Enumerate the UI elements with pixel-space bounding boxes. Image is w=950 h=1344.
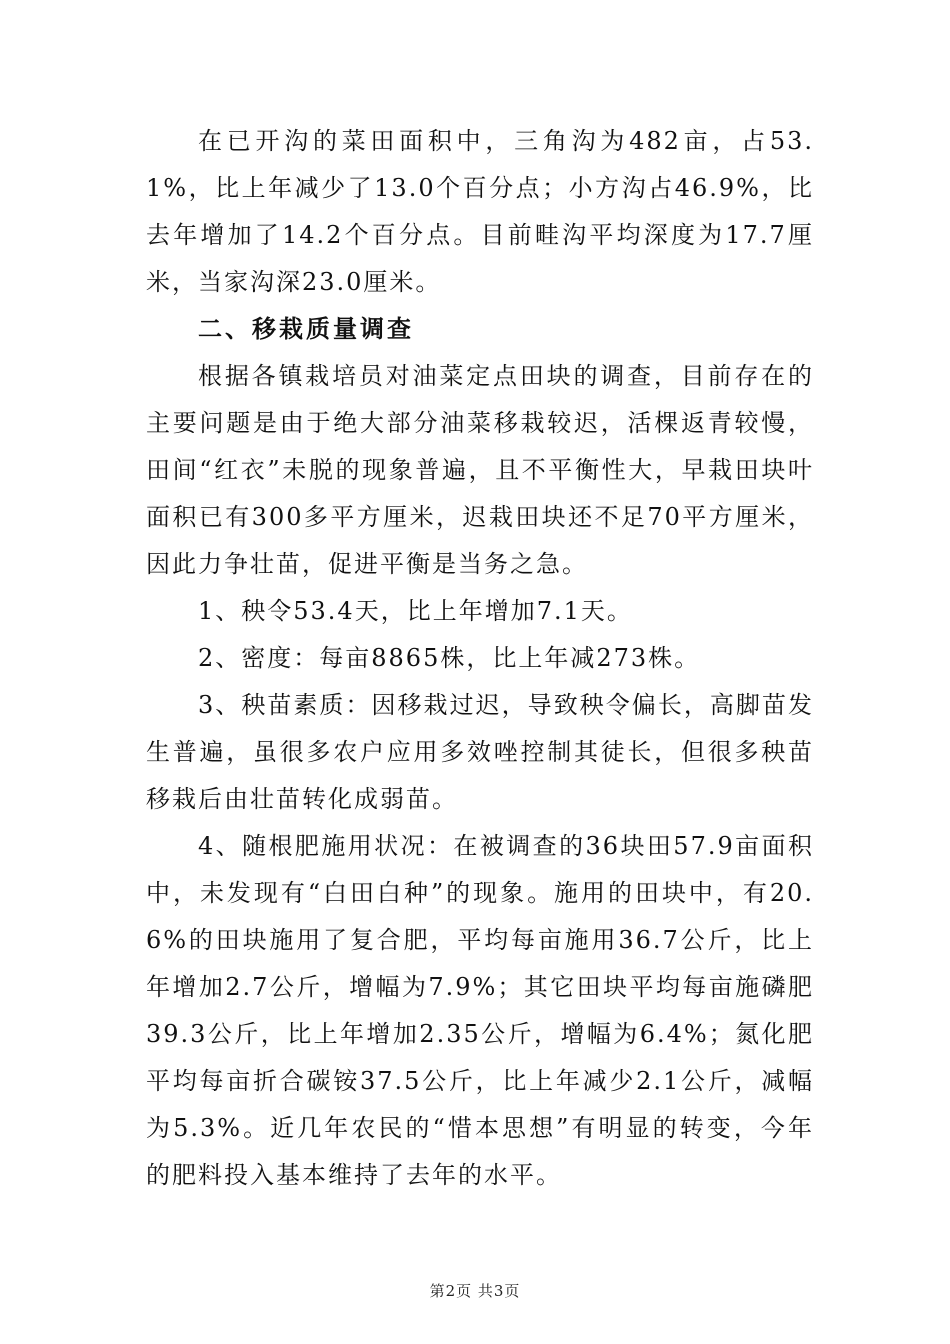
document-body [146,118,814,1199]
paragraph-ditch-area: 在已开沟的菜田面积中，三角沟为482亩，占53.1%，比上年减少了13.0个百分点；小方沟占46.9%，比去年增加了14.2个百分点。目前畦沟平均深度为17.7厘米，当家沟深23.0厘米。 [146,127,814,296]
list-item-seedling-quality: 3、秧苗素质：因移栽过迟，导致秧令偏长，高脚苗发生普遍，虽很多农户应用多效唑控制其徒长，但很多秧苗移栽后由壮苗转化成弱苗。 [146,691,814,813]
section-heading-transplant-quality: 二、移栽质量调查 [198,315,414,343]
list-item-density: 2、密度：每亩8865株，比上年减273株。 [198,644,701,672]
paragraph-survey-overview: 根据各镇栽培员对油菜定点田块的调查，目前存在的主要问题是由于绝大部分油菜移栽较迟，活棵返青较慢，田间“红衣”未脱的现象普遍，且不平衡性大，早栽田块叶面积已有300多平方厘米，迟栽田块还不足70平方厘米，因此力争壮苗，促进平衡是当务之急。 [146,362,814,578]
list-item-seedling-age: 1、秧令53.4天，比上年增加7.1天。 [198,597,633,625]
list-item-fertilizer: 4、随根肥施用状况：在被调查的36块田57.9亩面积中，未发现有“白田白种”的现象。施用的田块中，有20.6%的田块施用了复合肥，平均每亩施用36.7公斤，比上年增加2.7公斤，增幅为7.9%；其它田块平均每亩施磷肥39.3公斤，比上年增加2.35公斤，增幅为6.4%；氮化肥平均每亩折合碳铵37.5公斤，比上年减少2.1公斤，减幅为5.3%。近几年农民的“惜本思想”有明显的转变，今年的肥料投入基本维持了去年的水平。 [146,832,814,1189]
page-number-footer: 第2页 共3页 [429,1282,521,1300]
